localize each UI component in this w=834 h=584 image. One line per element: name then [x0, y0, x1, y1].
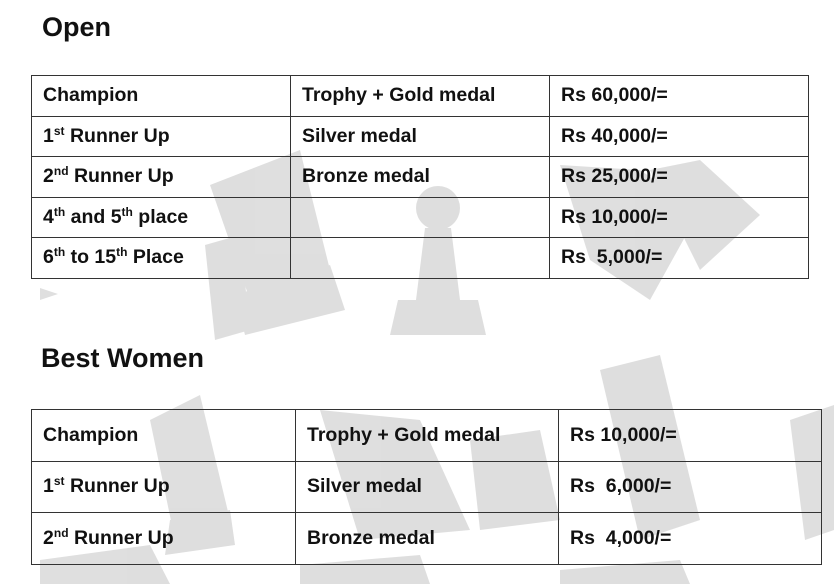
place-cell: 2nd Runner Up — [32, 157, 291, 198]
prize-cell: Rs 5,000/= — [550, 238, 809, 279]
award-cell: Bronze medal — [296, 513, 559, 565]
award-cell: Silver medal — [291, 116, 550, 157]
place-cell: 4th and 5th place — [32, 197, 291, 238]
table-row — [32, 238, 809, 279]
table-row — [32, 513, 822, 565]
award-cell — [291, 197, 550, 238]
prize-cell: Rs 10,000/= — [550, 197, 809, 238]
place-cell: 1st Runner Up — [32, 461, 296, 513]
prize-cell: Rs 25,000/= — [550, 157, 809, 198]
table-row — [32, 157, 809, 198]
place-cell: Champion — [32, 76, 291, 117]
place-cell: 2nd Runner Up — [32, 513, 296, 565]
table-row — [32, 461, 822, 513]
award-cell — [291, 238, 550, 279]
prize-table-best-women — [31, 409, 822, 565]
place-cell: 6th to 15th Place — [32, 238, 291, 279]
award-cell: Silver medal — [296, 461, 559, 513]
table-row — [32, 410, 822, 462]
award-cell: Trophy + Gold medal — [296, 410, 559, 462]
section-heading-open: Open — [42, 12, 112, 42]
section-heading-best-women: Best Women — [41, 343, 205, 373]
award-cell: Bronze medal — [291, 157, 550, 198]
prize-cell: Rs 60,000/= — [550, 76, 809, 117]
place-cell: 1st Runner Up — [32, 116, 291, 157]
prize-cell: Rs 40,000/= — [550, 116, 809, 157]
place-cell: Champion — [32, 410, 296, 462]
prize-cell: Rs 4,000/= — [559, 513, 822, 565]
prize-table-open — [31, 75, 809, 279]
table-row — [32, 116, 809, 157]
table-row — [32, 76, 809, 117]
table-row — [32, 197, 809, 238]
prize-cell: Rs 6,000/= — [559, 461, 822, 513]
prize-cell: Rs 10,000/= — [559, 410, 822, 462]
award-cell: Trophy + Gold medal — [291, 76, 550, 117]
